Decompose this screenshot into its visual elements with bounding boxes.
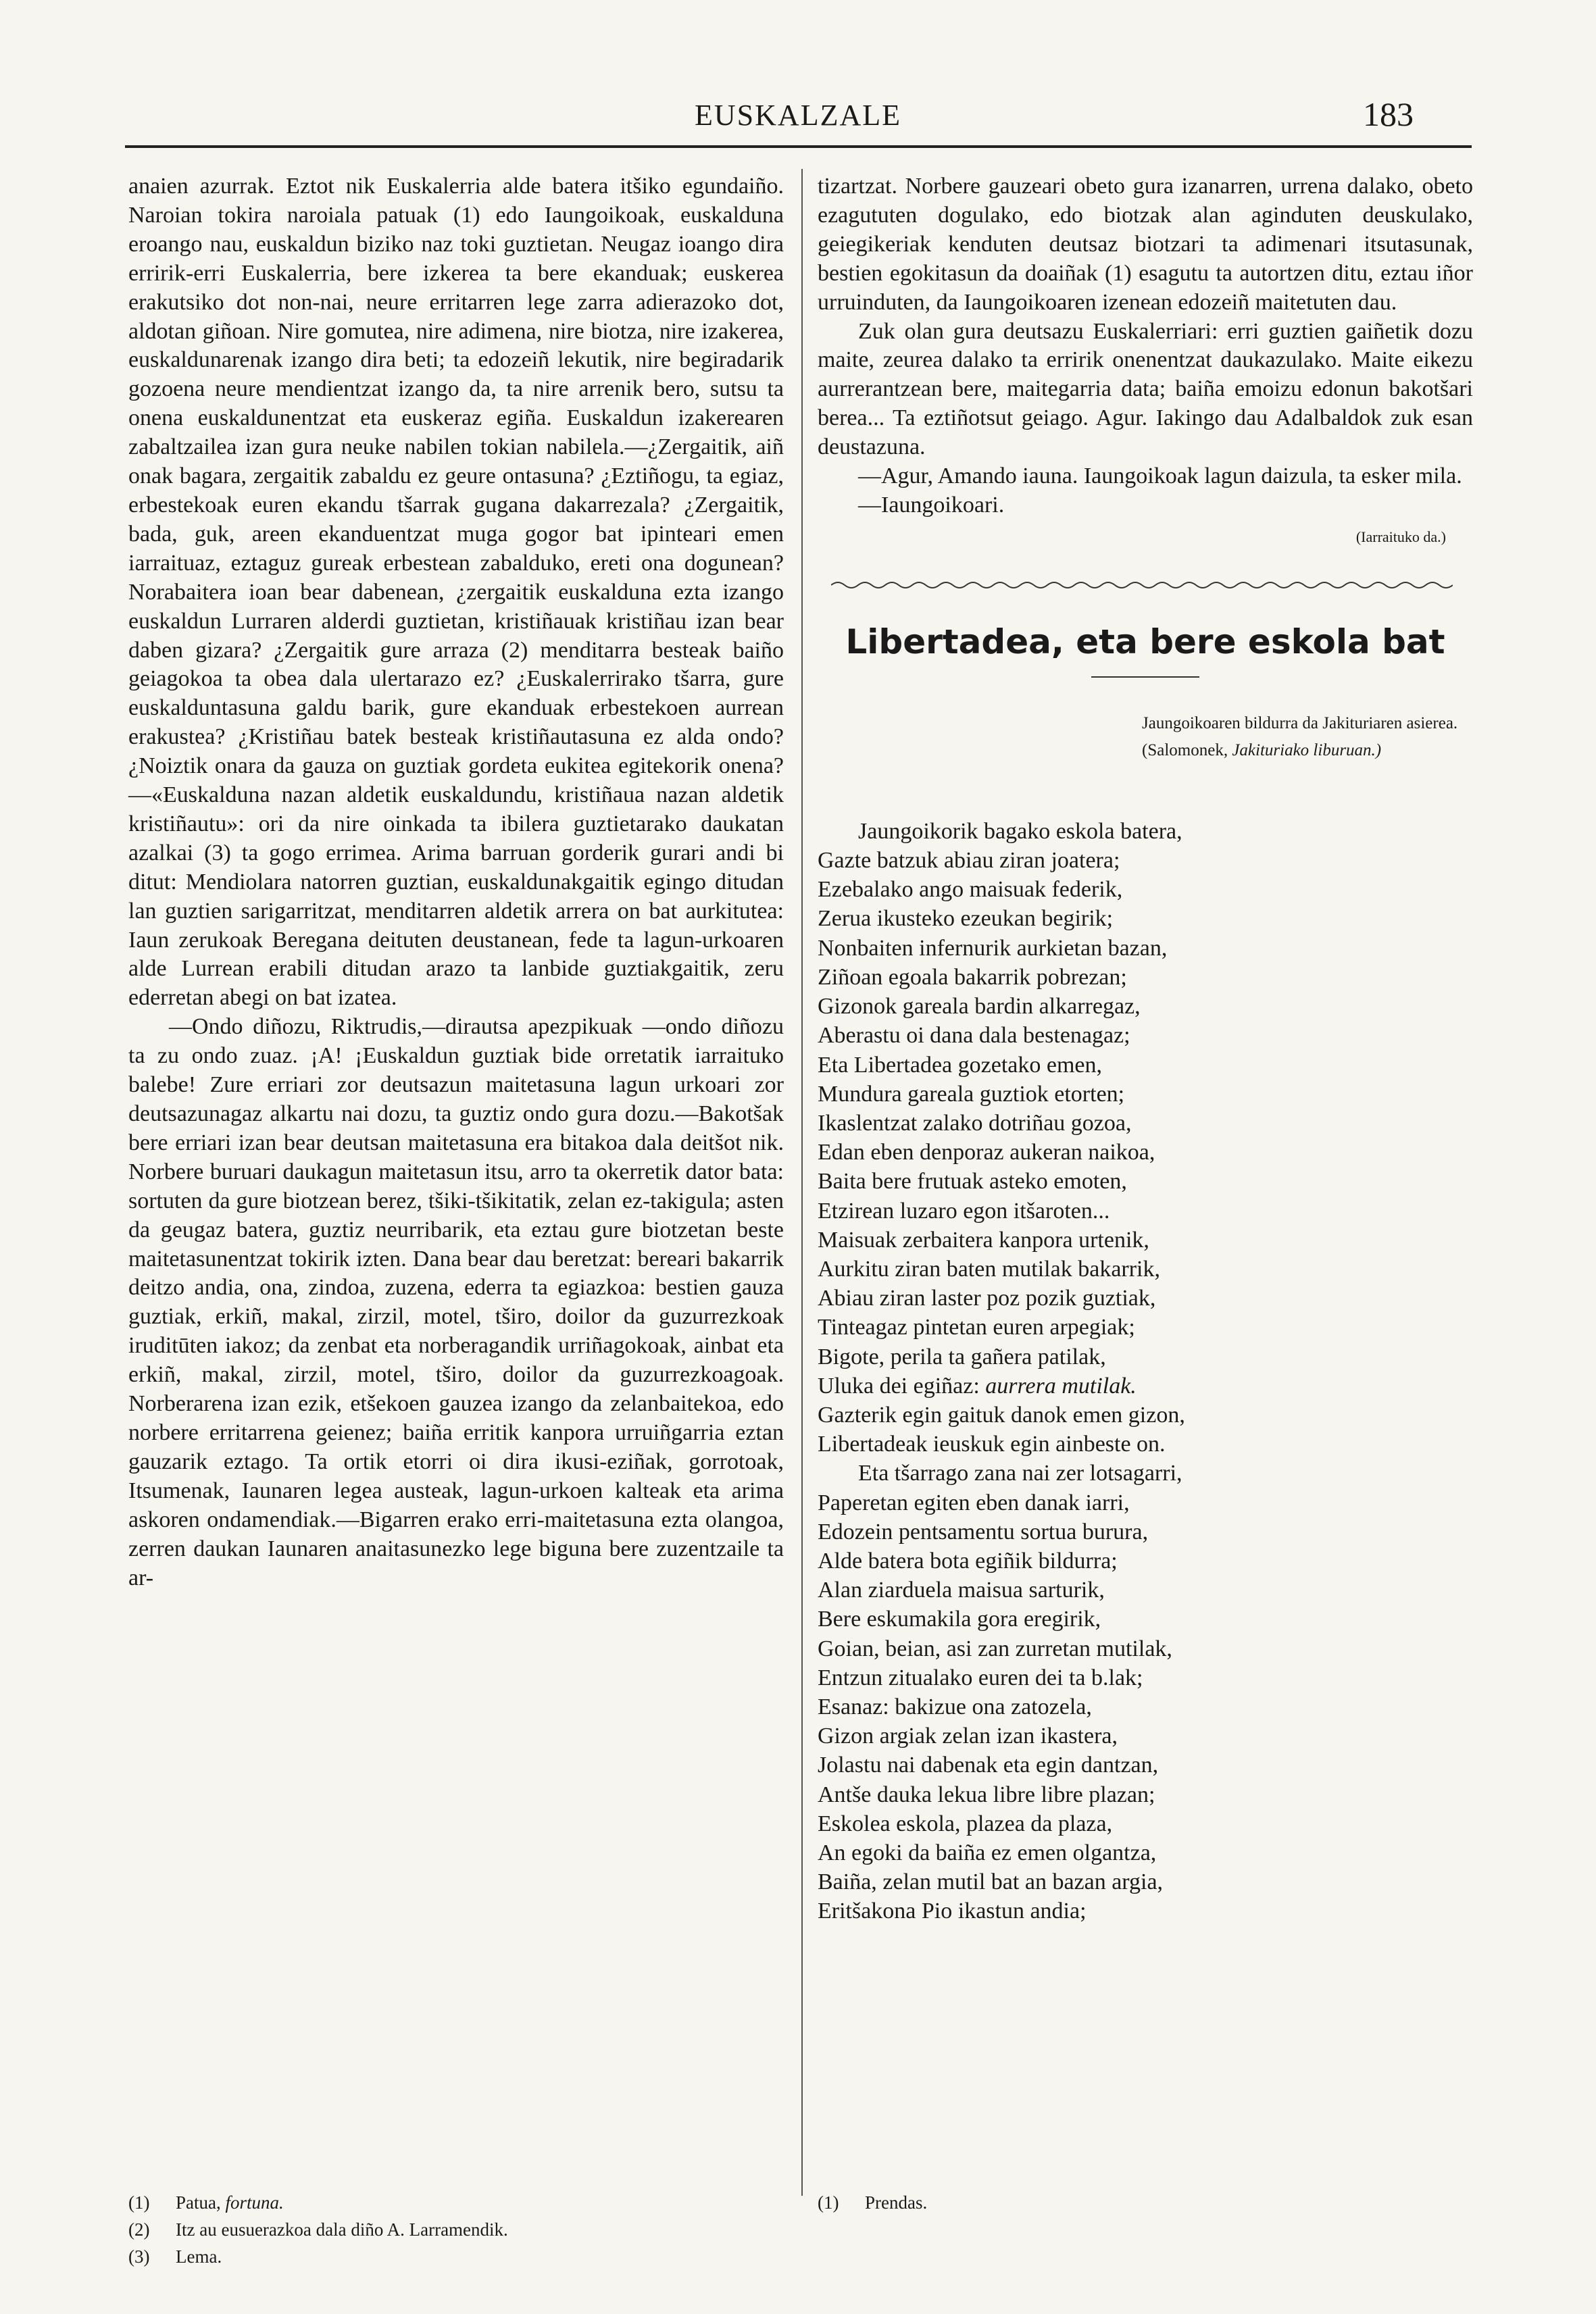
poem-line-text: Edozein pentsamentu sortua burura, <box>818 1519 1149 1544</box>
poem-line <box>818 1138 1473 1167</box>
poem-line <box>818 1197 1473 1226</box>
poem-line <box>818 1226 1473 1255</box>
right-paragraph-3: —Iaungoikoari. <box>858 492 1005 518</box>
poem-line <box>818 1546 1473 1576</box>
footnote <box>128 2243 784 2270</box>
poem-line <box>818 1663 1473 1692</box>
title-rule <box>1091 676 1199 678</box>
poem-line <box>818 1692 1473 1721</box>
poem-line-text: Ikaslentzat zalako dotriñau gozoa, <box>818 1110 1132 1136</box>
poem-line-text: Bere eskumakila gora eregirik, <box>818 1607 1101 1632</box>
epigraph <box>1142 710 1473 764</box>
poem-line <box>818 1372 1473 1401</box>
poem-line <box>818 1780 1473 1809</box>
poem-line-text: Paperetan egiten eben danak iarri, <box>818 1490 1130 1515</box>
poem-line <box>818 1430 1473 1459</box>
right-continuation: tizartzat. Norbere gauzeari obeto gura izanarren, urrena dalako, obeto ezagututen dogulako, edo biotzak alan aginduten deuskulako, geiegikeriak kenduten deutsaz biotzari ta adimenari itsutasunak, bestien egokitasun da doaiñak (1) esagutu ta autortzen ditu, eztau iñor urruinduten, da Iaungoikoaren izenean edozeiñ maitetuten dau. <box>818 174 1473 315</box>
poem-line-text: Eskolea eskola, plazea da plaza, <box>818 1811 1113 1836</box>
poem-line <box>818 1284 1473 1313</box>
poem-line <box>818 1167 1473 1196</box>
footnote-mark: (1) <box>818 2192 839 2213</box>
poem-line <box>818 904 1473 933</box>
epigraph-author: (Salomonek, <box>1142 740 1228 759</box>
poem-line <box>818 992 1473 1021</box>
poem-line-text: Maisuak zerbaitera kanpora urtenik, <box>818 1227 1149 1253</box>
poem-line-italic: aurrera mutilak. <box>985 1373 1137 1399</box>
poem-line <box>818 1751 1473 1780</box>
poem-line <box>818 817 1473 846</box>
footnote-text: Prendas. <box>865 2192 928 2213</box>
to-be-continued: (Iarraituko da.) <box>1355 528 1446 545</box>
poem-line <box>818 1896 1473 1926</box>
poem-line <box>818 1401 1473 1430</box>
footnote <box>128 2189 784 2216</box>
poem-line <box>818 1021 1473 1050</box>
article-title: Libertadea, eta bere eskola bat <box>845 622 1445 661</box>
poem-line <box>818 963 1473 992</box>
poem-line-text: Eta tšarrago zana nai zer lotsagarri, <box>858 1461 1182 1486</box>
wavy-separator <box>831 578 1453 592</box>
poem-line-text: Baita bere frutuak asteko emoten, <box>818 1169 1127 1194</box>
poem-line-text: Esanaz: bakizue ona zatozela, <box>818 1694 1092 1719</box>
poem-line <box>818 1576 1473 1605</box>
poem-line-text: Jaungoikorik bagako eskola batera, <box>858 818 1182 844</box>
poem-line <box>818 1838 1473 1867</box>
poem-line <box>818 1080 1473 1109</box>
left-footnotes <box>128 2189 784 2270</box>
running-header-title: EUSKALZALE <box>695 99 901 132</box>
right-paragraph-2: —Agur, Amando iauna. Iaungoikoak lagun daizula, ta esker mila. <box>858 463 1462 489</box>
footnote-text: Lema. <box>176 2246 222 2267</box>
poem-line <box>818 1342 1473 1372</box>
footnote-text: Patua, <box>176 2192 221 2213</box>
left-paragraph-1: anaien azurrak. Eztot nik Euskalerria alde batera itšiko egundaiño. Naroian tokira naroiala patuak (1) edo Iaungoikoak, euskalduna eroango nau, euskaldun biziko naz toki guztietan. Neugaz ioango dira erririk-erri Euskalerria, bere izkerea ta bere ekanduak; euskerea erakutsiko dot non-nai, neure erritarren lege zarra adierazoko dot, aldotan giñoan. Nire gomutea, nire adimena, nire biotza, nire izakerea, euskaldunarenak izango dira beti; ta edozeiñ lekutik, nire begiradarik gozoena neure mendientzat izango da, ta nire arrenik bero, sutsu ta onena euskaldunentzat eta euskeraz egiña. Euskaldun izakerearen zabaltzailea izan gura neuke nabilen tokian nabilela.—¿Zergaitik, aiñ onak bagara, zergaitik zabaldu ez geure ontasuna? ¿Eztiñogu, ta egiaz, erbestekoak euren ekandu tšarrak gugana dakarrezala? ¿Zergaitik, bada, guk, areen ekanduentzat muga gogor bat ipinteari emen iarraituaz, eztaguz gureak erbestean zabalduko, ereti ona dogunean? Norabaitera ioan bear dabenean, ¿zergaitik euskalduna ezta izango euskaldun Lurraren alderdi guztietan, kristiñauak kristiñau izan bear daben gizara? ¿Zergaitik gure arraza (2) menditarra besteak baiño geiagokoa ta obea dala ulertarazo ez? ¿Euskalerrirako tšarra, gure euskalduntasuna galdu barik, gure ekanduak erbestekoen aurrean erakustea? ¿Kristiñau batek besteak kristiñautasuna ez alda ondo? ¿Noiztik onara da gauza on guztiak gordeta eukitea egitekorik onena?—«Euskalduna nazan aldetik euskaldundu, kristiñaua nazan aldetik kristiñautu»: ori da nire oinkada ta ibilera guztietarako daukatan azalkai (3) ta gogo errimea. Arima barruan gorderik gurari andi bi ditut: Mendiolara natorren guztian, euskaldunakgaitik egingo ditudan lan guztien sarigarritzat, menditarren aldetik arrera on bat aurkitutea: Iaun zerukoak Beregana deituten deustanean, fede ta lagun-urkoaren alde Lurrean erabili ditudan arazo ta lanbide guztiakgaitik, zeru ederretan abegi on bat izatea. <box>128 174 784 1011</box>
poem-line-text: Uluka dei egiñaz: <box>818 1373 980 1399</box>
footnote-italic: fortuna. <box>225 2192 284 2213</box>
poem-line-text: Zerua ikusteko ezeukan begirik; <box>818 906 1114 932</box>
poem-line-text: Tinteagaz pintetan euren arpegiak; <box>818 1315 1135 1340</box>
poem-line <box>818 1255 1473 1284</box>
footnote <box>128 2216 784 2243</box>
poem-line-text: Aurkitu ziran baten mutilak bakarrik, <box>818 1256 1160 1282</box>
poem-line <box>818 1459 1473 1488</box>
poem-line-text: Gizonok gareala bardin alkarregaz, <box>818 994 1141 1020</box>
footnote-text: Itz au eusuerazkoa dala diño A. Larramendik. <box>176 2219 508 2240</box>
poem-line-text: Alde batera bota egiñik bildurra; <box>818 1548 1118 1574</box>
poem-line <box>818 846 1473 875</box>
poem-line-text: Bigote, perila ta gañera patilak, <box>818 1344 1106 1369</box>
poem-line <box>818 1109 1473 1138</box>
poem-line-text: Abiau ziran laster poz pozik guztiak, <box>818 1286 1156 1311</box>
poem-line-text: Gizon argiak zelan izan ikastera, <box>818 1724 1118 1749</box>
right-footnotes <box>818 2189 1473 2216</box>
poem-line-text: Ezebalako ango maisuak federik, <box>818 877 1123 903</box>
epigraph-work: Jakituriako liburuan.) <box>1232 740 1382 759</box>
footnote-mark: (3) <box>128 2246 150 2267</box>
poem-line-text: Ziñoan egoala bakarrik pobrezan; <box>818 964 1127 990</box>
poem-line-text: Entzun zitualako euren dei ta b.lak; <box>818 1665 1143 1690</box>
poem-line <box>818 1867 1473 1896</box>
left-paragraph-2: —Ondo diñozu, Riktrudis,—dirautsa apezpikuak —ondo diñozu ta zu ondo zuaz. ¡A! ¡Euskaldun guztiak bide orretatik iarraituko balebe! Zure erriari zor deutsazun maitetasuna lagun urkoari zor deutsazunagaz alkartu nai dozu, ta guztiz ondo gura dozu.—Bakotšak bere erriari izan bear deutsan maitetasuna era bitakoa dala deitšot nik. Norbere buruari daukagun maitetasun itsu, arro ta okerretik dator bata: sortuten da gure biotzean berez, tšiki-tšikitatik, zelan ez-takigula; asten da geugaz batera, guztiz neurribarik, eta eztau gure biotzetan beste maitetasunentzat tokirik izten. Dana bear dau beretzat: bereari bakarrik deitzo andia, ona, zindoa, zuzena, ederra ta egiazkoa: bestien gauza guztiak, erkiñ, makal, zirzil, motel, tširo, doilor da guzurrezkoak iruditūten iakoz; da zenbat eta norberagandik urriñagokoak, ainbat eta erkiñ, makal, zirzil, motel, tširo, doilor da guzurrezkoagoak. Norberarena izan ezik, etšekoen gauzea izango da zelanbaitekoa, edo norbere erritarrena geienez; baiña erritik kanpora urruiñgarria eztan gauzarik eztago. Ta ortik etorri oi dira ikusi-eziñak, gorrotoak, Itsumenak, Iaunaren legea austeak, lagun-urkoen kalteak eta arima askoren ondamendiak.—Bigarren erako erri-maitetasuna ezta olangoa, zerren daukan Iaunaren anaitasunezko lege biguna bere zuzentzaile ta ar- <box>128 1014 784 1590</box>
poem-line-text: Mundura gareala guztiok etorten; <box>818 1081 1125 1107</box>
poem-line <box>818 1634 1473 1663</box>
poem-line <box>818 1313 1473 1342</box>
poem-line <box>818 1488 1473 1517</box>
poem-line-text: Nonbaiten infernurik aurkietan bazan, <box>818 935 1168 961</box>
poem-line-text: Eritšakona Pio ikastun andia; <box>818 1898 1087 1924</box>
poem-line <box>818 1809 1473 1838</box>
poem <box>818 817 1473 1926</box>
poem-line-text: Goian, beian, asi zan zurretan mutilak, <box>818 1636 1172 1661</box>
poem-line-text: Gazterik egin gaituk danok emen gizon, <box>818 1402 1185 1428</box>
poem-line <box>818 1051 1473 1080</box>
poem-line-text: Jolastu nai dabenak eta egin dantzan, <box>818 1753 1159 1778</box>
poem-line-text: Aberastu oi dana dala bestenagaz; <box>818 1023 1130 1049</box>
poem-line-text: An egoki da baiña ez emen olgantza, <box>818 1840 1157 1865</box>
footnote-mark: (1) <box>128 2192 150 2213</box>
header-rule <box>125 145 1472 148</box>
poem-line-text: Libertadeak ieuskuk egin ainbeste on. <box>818 1432 1166 1457</box>
poem-line-text: Baiña, zelan mutil bat an bazan argia, <box>818 1869 1164 1895</box>
poem-line <box>818 1721 1473 1751</box>
poem-line-text: Alan ziarduela maisua sarturik, <box>818 1578 1105 1603</box>
column-divider <box>801 169 803 2196</box>
poem-line-text: Etzirean luzaro egon itšaroten... <box>818 1198 1110 1224</box>
poem-line-text: Edan eben denporaz aukeran naikoa, <box>818 1140 1155 1165</box>
poem-line <box>818 1605 1473 1634</box>
poem-line-text: Gazte batzuk abiau ziran joatera; <box>818 848 1120 874</box>
epigraph-source <box>1142 737 1473 764</box>
right-paragraph-1: Zuk olan gura deutsazu Euskalerriari: erri guztien gaiñetik dozu maite, zeurea dalako ta erririk onenentzat daukazulako. Maite eikezu aurrerantzean bere, maitegarria data; baiña emoizu edonun bakotšari berea... Ta eztiñotsut geiago. Agur. Iakingo dau Adalbaldok zuk esan deustazuna. <box>818 318 1473 460</box>
page-number: 183 <box>1363 95 1414 133</box>
poem-line-text: Antše dauka lekua libre libre plazan; <box>818 1782 1155 1807</box>
right-column <box>818 172 1473 1926</box>
poem-line <box>818 1517 1473 1546</box>
footnote-mark: (2) <box>128 2219 150 2240</box>
footnote <box>818 2189 1473 2216</box>
poem-line <box>818 934 1473 963</box>
poem-line-text: Eta Libertadea gozetako emen, <box>818 1052 1102 1078</box>
poem-line <box>818 875 1473 904</box>
left-column <box>128 172 784 1592</box>
epigraph-text: Jaungoikoaren bildurra da Jakituriaren asierea. <box>1142 713 1458 732</box>
